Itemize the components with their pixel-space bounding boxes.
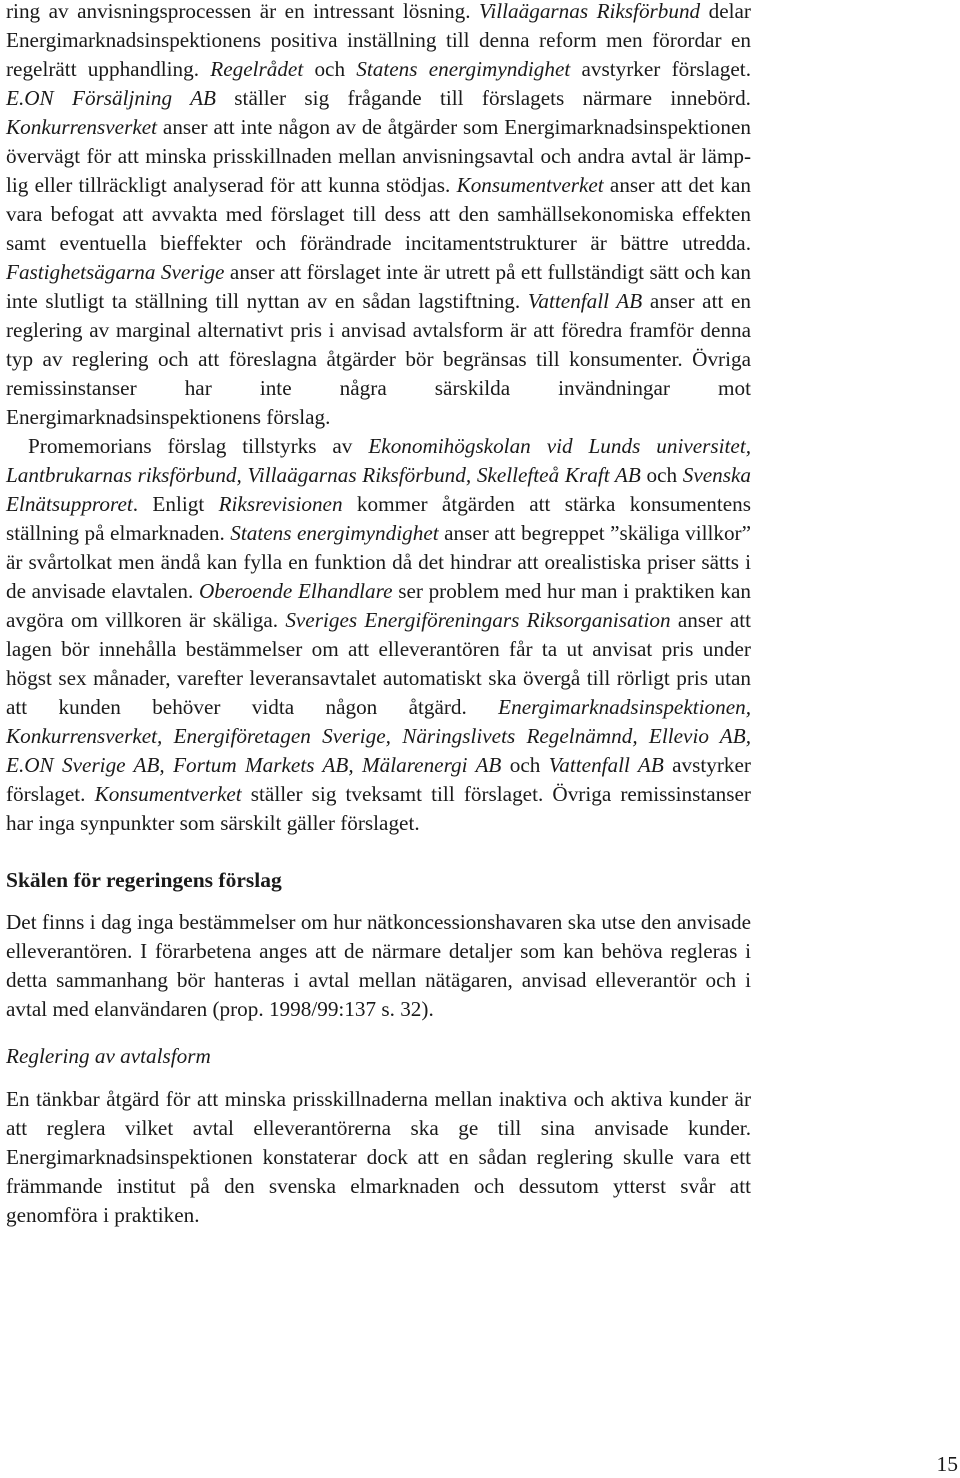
page-number: 15 [936,1452,958,1476]
paragraph-remissinstanser [6,0,751,432]
emphasized-name: Sveriges Energiföreningars Riksorganisation [285,608,671,632]
emphasized-name: Regelrådet [210,57,304,81]
emphasized-name: Konsumentverket [94,782,242,806]
emphasized-name: Svenska Elnätsupproret [6,463,752,516]
section-heading: Skälen för regeringens förslag [6,868,282,892]
text-run: Promemorians förslag tillstyrks av [28,434,369,458]
emphasized-name: Riksrevisionen [218,492,343,516]
emphasized-name: Statens energimyndighet [230,521,439,545]
emphasized-name: Fastighetsägarna Sverige [6,260,225,284]
spacer [6,1024,751,1042]
text-run: Det finns i dag inga bestämmelser om hur nätkoncessionshavaren ska utse den anvisade elleverantören. I förarbetena anges att de närmare detaljer som kan behöva regleras i detta sammanhang bör hanteras i avtal mellan nätägaren, anvisad elleverantör och i avtal med elanvändaren (prop. 1998/99:137 s. 32). [6,910,751,1021]
text-run: avstyrker förslaget. [570,57,751,81]
text-run: och [303,57,357,81]
emphasized-name: Villaägarnas Riksförbund [479,0,701,23]
spacer [6,895,751,908]
text-run: anser att förslaget inte är utrett på ett fullständigt sätt och kan inte slutligt ta ställning till nyttan av en sådan lagstiftning. [6,260,751,313]
emphasized-name: E.ON Försäljning AB [6,86,216,110]
text-run: ställer sig tveksamt till förslaget. Övriga remissinstanser har inga synpunkter som särskilt gäller förslaget. [6,782,751,835]
text-run: ser problem med hur man i praktiken kan avgöra om villkoren är skäliga. [6,579,751,632]
text-run: kommer åtgärden att stärka konsumentens ställning på elmarknaden. [6,492,751,545]
emphasized-name: Ekonomihögskolan vid Lunds universitet, Lantbrukarnas riksförbund, Villaägarnas Riksförbund, Skellefteå Kraft AB [6,434,752,487]
emphasized-name: Konsumentverket [456,173,604,197]
emphasized-name: Konkurrensverket [6,115,158,139]
text-run: och [501,753,549,777]
text-run: delar Energimarknadsinspektionens positiva inställning till denna reform men förordar en regelrätt upphandling. [6,0,751,81]
text-run: anser att lagen bör innehålla bestämmelser om att elleverantören får ta ut anvisat pris under högst sex månader, varefter leveransavtalet automatiskt ska övergå till rörligt pris utan att kunden behöver vidta någon åtgärd. [6,608,752,719]
paragraph-promemorians-forslag [6,432,751,838]
spacer [6,838,751,866]
text-run: ring av anvisningsprocessen är en intressant lösning. [6,0,480,23]
text-run: . Enligt [132,492,219,516]
emphasized-name: Energimarknadsinspektionen, Konkurrensverket, Energiföretagen Sverige, Näringslivets Regelnämnd, Ellevio AB, E.ON Sverige AB, Fortum Markets AB, Mälarenergi AB [6,695,751,777]
text-run: avstyrker förslaget. [6,753,751,806]
text-run: En tänkbar åtgärd för att minska prisskillnaderna mellan inaktiva och aktiva kunder är att reglera vilket avtal elleverantörerna ska ge till sina anvisade kunder. Energimarknadsinspektionen konstaterar dock att en sådan reglering skulle vara ett främmande institut på den svenska elmarknaden och dessutom ytterst svår att genomföra i praktiken. [6,1087,751,1227]
text-run: anser att en reglering av marginal alternativt pris i anvisad avtalsform är att föredra framför denna typ av reglering och att föreslagna åtgärder bör begränsas till konsumenter. Övriga remissinstanser har inte några särskilda invändningar mot Energimarknadsinspektionens förslag. [6,289,751,429]
subsection-heading: Reglering av avtalsform [6,1044,211,1068]
paragraph-bestammelser [6,908,751,1024]
emphasized-name: Vattenfall AB [527,289,643,313]
text-run: anser att inte någon av de åtgärder som Energimarknadsinspektionen övervägt för att minska prisskillnaden mellan anvisningsavtal och andra avtal är lämplig eller tillräckligt analyserad för att kunna stödjas. [6,115,751,197]
emphasized-name: Statens energimyndighet [356,57,571,81]
text-run: anser att begreppet ”skäliga villkor” är svårtolkat men ändå kan fylla en funktion då det hindrar att orealistiska priser sätts i de anvisade elavtalen. [6,521,752,603]
text-run: ställer sig frågande till förslagets närmare innebörd. [215,86,751,110]
paragraph-reglering-av-avtalsform [6,1085,751,1230]
text-run: anser att det kan vara befogat att avvakta med förslaget till dess att den samhällsekonomiska effekten samt eventuella bieffekter och förändrade incitamentstrukturer är bättre utredda. [6,173,751,255]
text-run: och [640,463,683,487]
spacer [6,1071,751,1085]
emphasized-name: Oberoende Elhandlare [198,579,393,603]
emphasized-name: Vattenfall AB [548,753,664,777]
document-page [6,0,751,1230]
